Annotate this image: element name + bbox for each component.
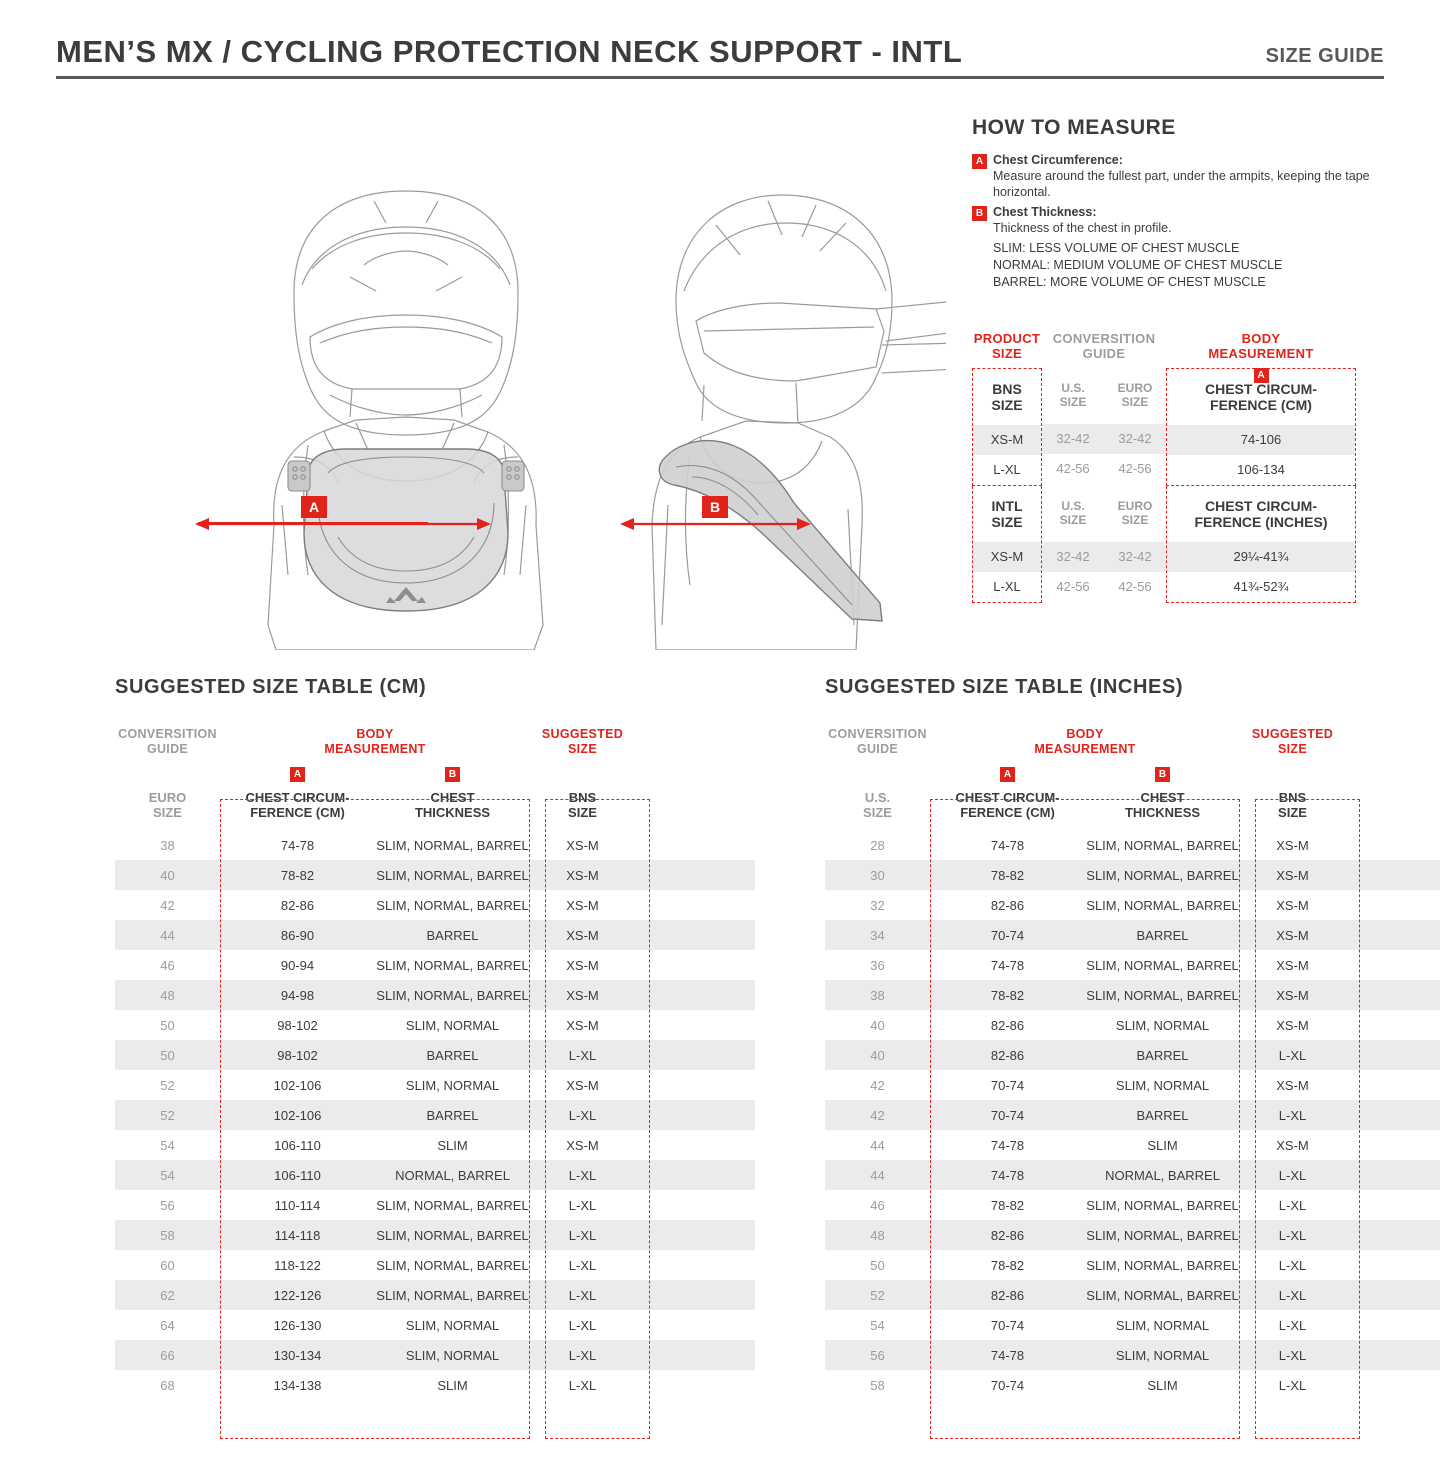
- table-cell: L-XL: [568, 1317, 597, 1333]
- table-cell: L-XL: [1278, 1107, 1307, 1123]
- table-row: [825, 1100, 1440, 1130]
- table-cell: 50: [160, 1047, 175, 1063]
- table-cell: 98-102: [277, 1047, 318, 1063]
- conversion-col-chest-2: CHEST CIRCUM- FERENCE (INCHES) 29¼-41¾ 41¾-52¾: [1166, 486, 1356, 603]
- table-row: [115, 980, 755, 1010]
- table-cell: 66: [160, 1347, 175, 1363]
- table-cell: 74-78: [280, 837, 315, 853]
- table-cell: L-XL: [568, 1227, 597, 1243]
- table-cell: SLIM, NORMAL, BARREL: [376, 1227, 529, 1243]
- badge-b-icon: B: [972, 206, 987, 221]
- table-row: [115, 890, 755, 920]
- table-cell: 98-102: [277, 1017, 318, 1033]
- table-cell: SLIM, NORMAL: [1115, 1317, 1210, 1333]
- table-cell: L-XL: [1278, 1377, 1307, 1393]
- table-row: [115, 1280, 755, 1310]
- table-cell: SLIM, NORMAL, BARREL: [376, 1197, 529, 1213]
- table-cell: 74-78: [990, 1137, 1025, 1153]
- table-cell: 41¾-52¾: [1233, 578, 1289, 594]
- table-cell: 68: [160, 1377, 175, 1393]
- table-row: [115, 830, 755, 860]
- badge-b-icon-inches: B: [1155, 767, 1170, 782]
- table-cell: 50: [160, 1017, 175, 1033]
- table-row: [825, 1220, 1440, 1250]
- table-cell: 42-56: [1118, 578, 1152, 594]
- rider-illustrations: [56, 105, 946, 650]
- measure-a-desc: Measure around the fullest part, under the armpits, keeping the tape horizontal.: [993, 169, 1370, 199]
- table-row: [825, 890, 1440, 920]
- table-cell: BARREL: [1136, 1107, 1189, 1123]
- table-cell: SLIM, NORMAL: [1115, 1347, 1210, 1363]
- table-row: [115, 920, 755, 950]
- table-cell: 42: [870, 1107, 885, 1123]
- table-cell: 44: [160, 927, 175, 943]
- table-cell: 74-106: [1167, 425, 1355, 455]
- table-cell: L-XL: [1278, 1257, 1307, 1273]
- table-cell: 74-78: [990, 837, 1025, 853]
- conversion-section-2: [972, 486, 1384, 603]
- table-cell: SLIM, NORMAL, BARREL: [376, 837, 529, 853]
- table-row: [825, 860, 1440, 890]
- table-cell: XS-M: [1276, 837, 1309, 853]
- table-cell: 78-82: [990, 867, 1025, 883]
- conversion-col-product-size-2: INTL SIZE XS-M L-XL: [972, 486, 1042, 603]
- table-cell: XS-M: [1276, 957, 1309, 973]
- group-conversion-guide: CONVERSITION GUIDE: [1052, 331, 1156, 362]
- table-cell: 82-86: [990, 1227, 1025, 1243]
- table-cell: 54: [160, 1137, 175, 1153]
- table-cell: 78-82: [990, 987, 1025, 1003]
- table-cell: SLIM, NORMAL, BARREL: [376, 1287, 529, 1303]
- table-cell: 48: [870, 1227, 885, 1243]
- table-row: [115, 1370, 755, 1400]
- table-cell: BARREL: [426, 1107, 479, 1123]
- table-cell: 52: [160, 1107, 175, 1123]
- table-cell: BARREL: [1136, 927, 1189, 943]
- table-row: [825, 1280, 1440, 1310]
- table-cell: SLIM, NORMAL, BARREL: [376, 987, 529, 1003]
- table-cell: SLIM, NORMAL, BARREL: [1086, 1287, 1239, 1303]
- table-cell: SLIM, NORMAL: [405, 1317, 500, 1333]
- table-cell: 114-118: [274, 1227, 321, 1243]
- conversion-col-guide-1: U.S. SIZE 32-42 42-56 EURO SIZE 32-42 42-56: [1042, 368, 1166, 486]
- table-row: [825, 1010, 1440, 1040]
- table-cell: NORMAL, BARREL: [1105, 1167, 1220, 1183]
- table-cell: XS-M: [973, 425, 1041, 455]
- table-cell: L-XL: [1278, 1167, 1307, 1183]
- table-cell: L-XL: [1278, 1047, 1307, 1063]
- badge-b-icon-cm: B: [445, 767, 460, 782]
- table-row: [115, 1100, 755, 1130]
- note-normal: NORMAL: MEDIUM VOLUME OF CHEST MUSCLE: [993, 257, 1283, 272]
- suggested-size-table-cm: [115, 676, 755, 1400]
- table-cell: 32: [870, 897, 885, 913]
- table-cm-column-headers: EURO SIZE CHEST CIRCUM- FERENCE (CM) CHEST THICKNESS BNS SIZE: [148, 790, 597, 821]
- table-cell: XS-M: [566, 927, 599, 943]
- table-row: [825, 1130, 1440, 1160]
- table-cell: SLIM, NORMAL, BARREL: [1086, 957, 1239, 973]
- table-cell: 42-56: [1118, 460, 1152, 476]
- measure-b-title: Chest Thickness:: [993, 205, 1097, 219]
- page-title: MEN’S MX / CYCLING PROTECTION NECK SUPPORT - INTL: [56, 34, 963, 69]
- table-cm-title: SUGGESTED SIZE TABLE (CM): [115, 676, 427, 698]
- table-cell: 46: [160, 957, 175, 973]
- table-cell: L-XL: [568, 1107, 597, 1123]
- how-to-measure-section: [972, 116, 1392, 291]
- conversion-col-chest-1: CHEST CIRCUM- FERENCE (CM) 74-106 106-134: [1166, 368, 1356, 486]
- table-cell: 42: [160, 897, 175, 913]
- table-inches-grid: [825, 715, 1440, 1400]
- table-row: [825, 1250, 1440, 1280]
- table-cell: SLIM, NORMAL, BARREL: [376, 1257, 529, 1273]
- measure-arrow-a: [193, 507, 493, 541]
- table-cell: 82-86: [280, 897, 315, 913]
- table-cell: 74-78: [990, 957, 1025, 973]
- table-cell: 102-106: [273, 1107, 322, 1123]
- table-cell: 56: [870, 1347, 885, 1363]
- table-cell: 42-56: [1056, 460, 1090, 476]
- illustration-area: [56, 105, 946, 650]
- table-cell: 82-86: [990, 897, 1025, 913]
- table-cell: 106-110: [274, 1167, 321, 1183]
- table-cell: 32-42: [1042, 424, 1104, 454]
- table-cell: 36: [870, 957, 885, 973]
- table-cell: SLIM: [1147, 1377, 1178, 1393]
- table-row: [115, 1010, 755, 1040]
- table-cell: 64: [160, 1317, 175, 1333]
- table-cell: 44: [870, 1167, 885, 1183]
- table-cell: XS-M: [566, 1137, 599, 1153]
- how-to-measure-heading: HOW TO MEASURE: [972, 116, 1176, 139]
- table-cell: XS-M: [566, 987, 599, 1003]
- table-cell: 40: [870, 1047, 885, 1063]
- table-cell: 58: [870, 1377, 885, 1393]
- table-cell: 110-114: [274, 1197, 321, 1213]
- badge-a-icon-table: A: [1254, 368, 1269, 383]
- table-cell: L-XL: [1278, 1287, 1307, 1303]
- table-cell: XS-M: [566, 1077, 599, 1093]
- page-subtitle: SIZE GUIDE: [1265, 45, 1384, 67]
- table-cell: 54: [160, 1167, 175, 1183]
- table-cell: 94-98: [280, 987, 315, 1003]
- note-barrel: BARREL: MORE VOLUME OF CHEST MUSCLE: [993, 274, 1266, 289]
- table-cell: XS-M: [566, 1017, 599, 1033]
- table-cell: 82-86: [990, 1287, 1025, 1303]
- table-row: [115, 1310, 755, 1340]
- conversion-col-guide-2: U.S. SIZE 32-42 42-56 EURO SIZE 32-42 42-56: [1042, 486, 1166, 603]
- table-cell: SLIM, NORMAL, BARREL: [1086, 897, 1239, 913]
- table-cell: SLIM, NORMAL: [405, 1347, 500, 1363]
- table-cell: 54: [870, 1317, 885, 1333]
- table-cell: 40: [160, 867, 175, 883]
- table-cell: SLIM, NORMAL, BARREL: [1086, 1227, 1239, 1243]
- table-cell: NORMAL, BARREL: [395, 1167, 510, 1183]
- table-cell: XS-M: [1276, 987, 1309, 1003]
- table-row: [825, 950, 1440, 980]
- table-row: [115, 1070, 755, 1100]
- table-cell: 56: [160, 1197, 175, 1213]
- table-cell: 48: [160, 987, 175, 1003]
- table-cell: 74-78: [990, 1347, 1025, 1363]
- table-row: [825, 980, 1440, 1010]
- table-cell: 78-82: [990, 1257, 1025, 1273]
- badge-a-icon: A: [972, 154, 987, 169]
- table-cell: 38: [870, 987, 885, 1003]
- table-cell: BARREL: [426, 927, 479, 943]
- table-cell: SLIM: [437, 1137, 468, 1153]
- table-cell: SLIM, NORMAL, BARREL: [1086, 1257, 1239, 1273]
- table-cell: L-XL: [993, 461, 1021, 477]
- measure-b-desc: Thickness of the chest in profile.: [993, 221, 1172, 235]
- table-cell: L-XL: [568, 1287, 597, 1303]
- table-row: [115, 1160, 755, 1190]
- table-cell: L-XL: [1278, 1347, 1307, 1363]
- table-cell: XS-M: [1276, 897, 1309, 913]
- conversion-table: [972, 320, 1384, 603]
- table-inches-column-headers: U.S. SIZE CHEST CIRCUM- FERENCE (CM) CHEST THICKNESS BNS SIZE: [863, 790, 1307, 821]
- table-cell: 106-110: [274, 1137, 321, 1153]
- table-cell: 118-122: [274, 1257, 321, 1273]
- table-row: [825, 1370, 1440, 1400]
- table-cell: XS-M: [1276, 927, 1309, 943]
- table-cell: L-XL: [568, 1347, 597, 1363]
- table-cell: L-XL: [993, 578, 1021, 594]
- table-cell: 74-78: [990, 1167, 1025, 1183]
- table-cell: 134-138: [273, 1377, 322, 1393]
- table-row: [825, 1070, 1440, 1100]
- table-cm-grid: [115, 715, 755, 1400]
- table-cell: 106-134: [1237, 461, 1285, 477]
- table-cell: 42: [870, 1077, 885, 1093]
- table-row: [115, 1190, 755, 1220]
- group-body-measurement: BODY MEASUREMENT: [1208, 331, 1314, 362]
- table-cell: L-XL: [568, 1197, 597, 1213]
- table-cell: SLIM, NORMAL: [405, 1017, 500, 1033]
- table-cell: L-XL: [568, 1257, 597, 1273]
- table-cell: XS-M: [1276, 1077, 1309, 1093]
- table-cell: BARREL: [426, 1047, 479, 1063]
- table-cell: L-XL: [568, 1377, 597, 1393]
- table-cell: 90-94: [280, 957, 315, 973]
- table-cell: XS-M: [566, 957, 599, 973]
- conversion-table-group-headers: [972, 320, 1384, 362]
- table-cell: SLIM, NORMAL: [405, 1077, 500, 1093]
- table-inches-badges: [825, 767, 1440, 784]
- suggested-size-table-inches: [825, 676, 1440, 1400]
- table-cell: SLIM, NORMAL, BARREL: [376, 897, 529, 913]
- conversion-section-1: [972, 368, 1384, 486]
- table-cell: 130-134: [273, 1347, 322, 1363]
- how-to-measure-item-a: [972, 152, 1392, 200]
- table-row: [825, 1160, 1440, 1190]
- table-row: [115, 1250, 755, 1280]
- table-cell: SLIM, NORMAL, BARREL: [376, 867, 529, 883]
- table-cell: XS-M: [566, 837, 599, 853]
- label-a-front: A: [301, 496, 327, 518]
- table-cell: 29¼-41¾: [1167, 542, 1355, 572]
- table-cm-rows: [115, 830, 755, 1400]
- table-cell: 70-74: [990, 1107, 1025, 1123]
- measure-a-title: Chest Circumference:: [993, 153, 1123, 167]
- table-cell: 46: [870, 1197, 885, 1213]
- table-cell: SLIM, NORMAL, BARREL: [1086, 837, 1239, 853]
- table-cell: SLIM, NORMAL: [1115, 1077, 1210, 1093]
- table-row: [115, 1220, 755, 1250]
- table-cell: 70-74: [990, 927, 1025, 943]
- group-product-size: PRODUCT SIZE: [973, 331, 1041, 362]
- table-inches-group-headers: CONVERSITION GUIDE BODY MEASUREMENT SUGGESTED SIZE: [828, 727, 1334, 756]
- table-cell: 82-86: [990, 1047, 1025, 1063]
- table-row: [115, 1340, 755, 1370]
- table-inches-rows: [825, 830, 1440, 1400]
- table-inches-title: SUGGESTED SIZE TABLE (INCHES): [825, 676, 1184, 698]
- table-row: [825, 920, 1440, 950]
- table-cell: L-XL: [1278, 1197, 1307, 1213]
- table-cell: L-XL: [568, 1167, 597, 1183]
- table-cell: 78-82: [990, 1197, 1025, 1213]
- table-cell: 86-90: [280, 927, 315, 943]
- table-cm-badges: [115, 767, 755, 784]
- table-cell: L-XL: [1278, 1227, 1307, 1243]
- table-cell: 32-42: [1042, 542, 1104, 572]
- table-row: [825, 1190, 1440, 1220]
- table-row: [115, 950, 755, 980]
- table-cell: 42-56: [1056, 578, 1090, 594]
- how-to-measure-item-b: [972, 204, 1392, 236]
- table-cell: L-XL: [568, 1047, 597, 1063]
- table-cell: 78-82: [280, 867, 315, 883]
- table-cell: SLIM, NORMAL, BARREL: [376, 957, 529, 973]
- table-cell: XS-M: [1276, 867, 1309, 883]
- table-row: [825, 1340, 1440, 1370]
- conversion-col-product-size-1: BNS SIZE XS-M L-XL: [972, 368, 1042, 486]
- table-cell: SLIM: [1147, 1137, 1178, 1153]
- table-cell: 60: [160, 1257, 175, 1273]
- label-b-side: B: [702, 496, 728, 518]
- table-row: [115, 1130, 755, 1160]
- table-cell: 70-74: [990, 1317, 1025, 1333]
- note-slim: SLIM: LESS VOLUME OF CHEST MUSCLE: [993, 241, 1240, 255]
- table-cell: 58: [160, 1227, 175, 1243]
- table-cell: 44: [870, 1137, 885, 1153]
- table-cell: 28: [870, 837, 885, 853]
- table-cell: 102-106: [273, 1077, 322, 1093]
- table-cell: XS-M: [566, 897, 599, 913]
- table-cell: XS-M: [566, 867, 599, 883]
- page-header: [56, 34, 1384, 79]
- table-cell: XS-M: [1276, 1137, 1309, 1153]
- table-cell: XS-M: [973, 542, 1041, 572]
- table-cell: XS-M: [1276, 1017, 1309, 1033]
- table-cell: SLIM, NORMAL, BARREL: [1086, 987, 1239, 1003]
- badge-a-icon-inches: A: [1000, 767, 1015, 782]
- table-cm-group-headers: CONVERSITION GUIDE BODY MEASUREMENT SUGGESTED SIZE: [118, 727, 624, 756]
- table-cell: 126-130: [273, 1317, 322, 1333]
- table-cell: 122-126: [273, 1287, 322, 1303]
- table-row: [115, 1040, 755, 1070]
- table-cell: SLIM, NORMAL: [1115, 1017, 1210, 1033]
- badge-a-icon-cm: A: [290, 767, 305, 782]
- table-cell: 62: [160, 1287, 175, 1303]
- table-cell: SLIM, NORMAL, BARREL: [1086, 1197, 1239, 1213]
- table-cell: 70-74: [990, 1377, 1025, 1393]
- table-cell: 52: [870, 1287, 885, 1303]
- table-row: [825, 1310, 1440, 1340]
- table-row: [825, 1040, 1440, 1070]
- table-cell: 32-42: [1104, 424, 1166, 454]
- table-cell: 70-74: [990, 1077, 1025, 1093]
- table-cell: 40: [870, 1017, 885, 1033]
- table-cell: 30: [870, 867, 885, 883]
- table-cell: 82-86: [990, 1017, 1025, 1033]
- table-row: [115, 860, 755, 890]
- table-cell: SLIM: [437, 1377, 468, 1393]
- table-row: [825, 830, 1440, 860]
- table-cell: BARREL: [1136, 1047, 1189, 1063]
- table-cell: 52: [160, 1077, 175, 1093]
- table-cell: 50: [870, 1257, 885, 1273]
- table-cell: 34: [870, 927, 885, 943]
- table-cell: L-XL: [1278, 1317, 1307, 1333]
- table-cell: SLIM, NORMAL, BARREL: [1086, 867, 1239, 883]
- table-cell: 32-42: [1104, 542, 1166, 572]
- table-cell: 38: [160, 837, 175, 853]
